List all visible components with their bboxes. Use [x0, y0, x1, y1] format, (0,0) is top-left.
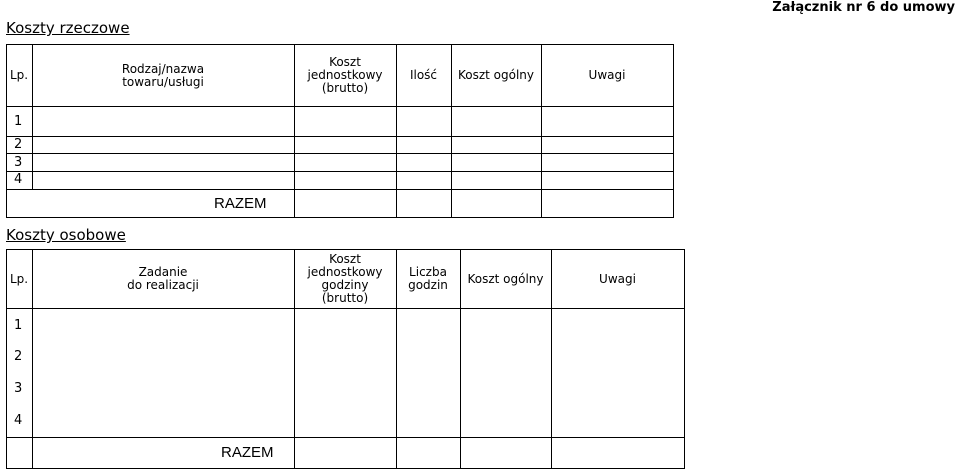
table1-row-num: 3 — [14, 155, 23, 170]
table1-row-num: 4 — [14, 172, 23, 187]
table2-row-num: 1 — [14, 318, 23, 333]
table1-title: Koszty rzeczowe — [6, 19, 130, 37]
table2-header-task: Zadanie do realizacji — [127, 265, 199, 292]
table1-header-name: Rodzaj/nazwa towaru/usługi — [121, 62, 205, 89]
table1-row-num: 1 — [14, 114, 23, 129]
table2-row-num: 2 — [14, 349, 23, 364]
table1-razem: RAZEM — [214, 195, 267, 212]
table1-header-qty: Ilość — [409, 68, 438, 82]
attachment-label: Załącznik nr 6 do umowy — [772, 0, 955, 15]
table2-header-lp: Lp. — [9, 272, 29, 286]
table2-row-num: 4 — [14, 413, 23, 428]
table2-header-total: Koszt ogólny — [467, 272, 544, 286]
table1-header-total: Koszt ogólny — [457, 68, 535, 82]
table1-header-lp: Lp. — [9, 68, 29, 82]
table2-razem: RAZEM — [221, 444, 274, 461]
table2-header-hours: Liczba godzin — [408, 265, 448, 292]
table2-title: Koszty osobowe — [6, 226, 126, 244]
table2-header-unit-cost: Koszt jednostkowy godziny (brutto) — [307, 252, 383, 305]
table2-row-num: 3 — [14, 381, 23, 396]
table2-header-notes: Uwagi — [599, 272, 636, 286]
table1-header-notes: Uwagi — [588, 68, 626, 82]
table1-header-unit-cost: Koszt jednostkowy (brutto) — [307, 55, 383, 95]
table1-row-num: 2 — [14, 137, 23, 152]
